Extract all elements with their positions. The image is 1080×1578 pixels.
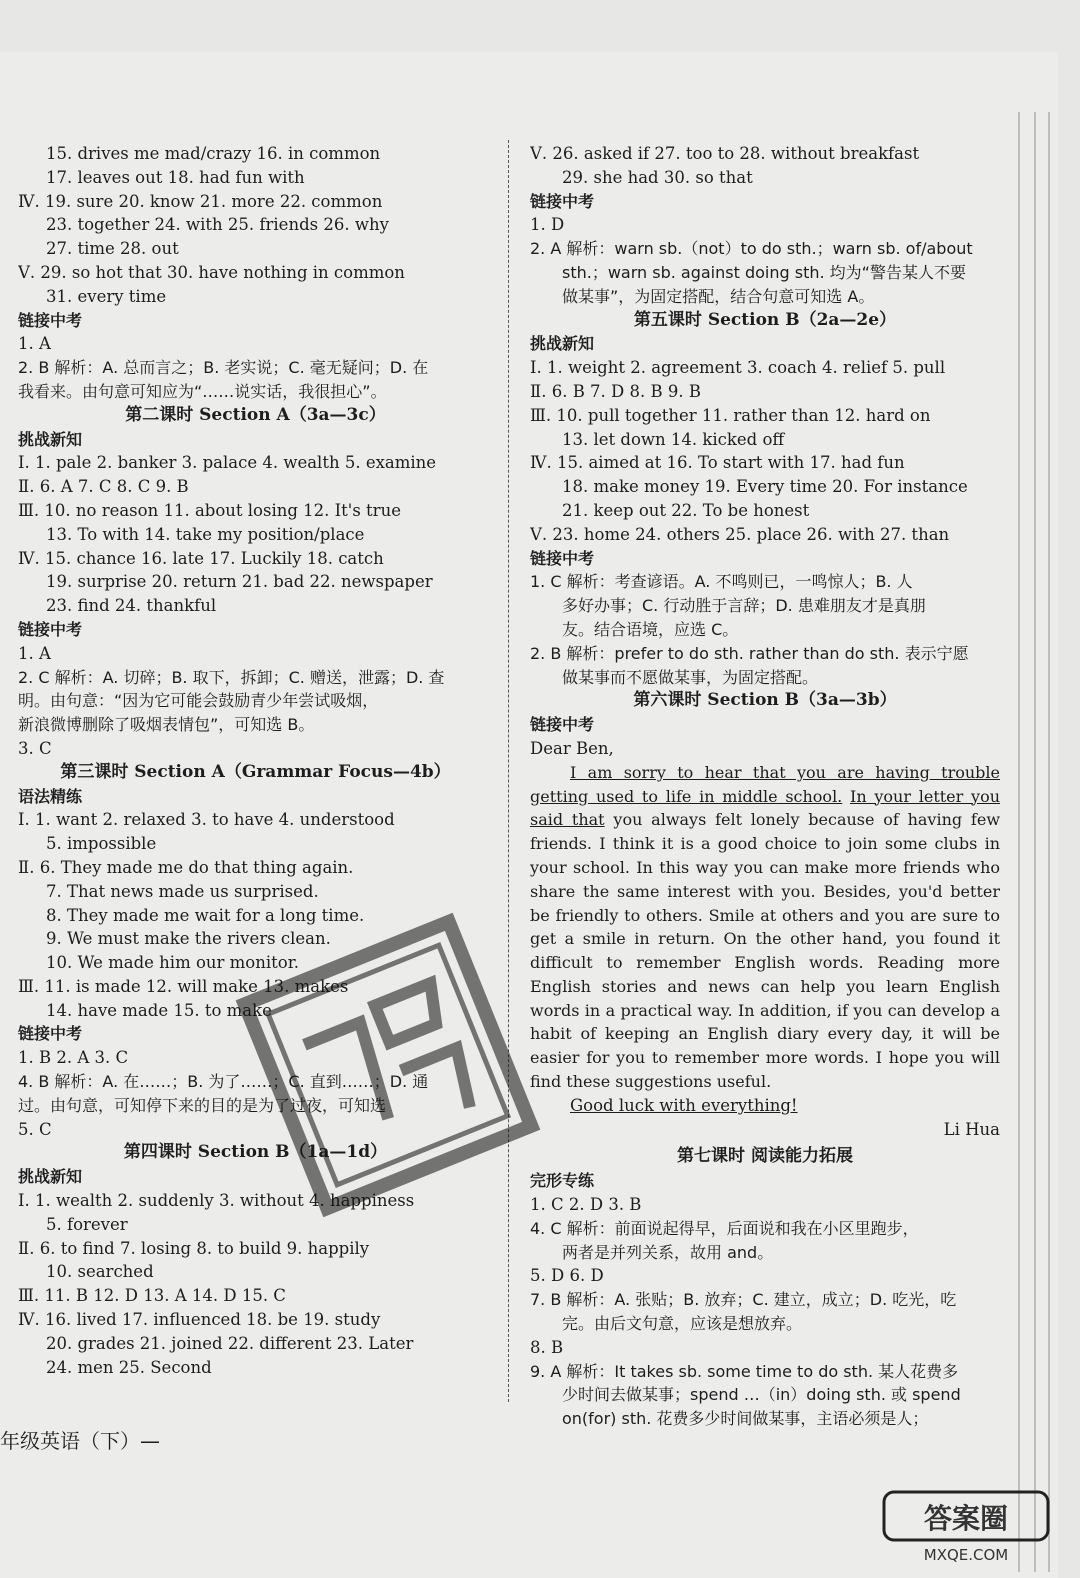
answer-line: 1. A <box>18 643 51 663</box>
answer-line: 23. together 24. with 25. friends 26. why <box>46 215 389 235</box>
svg-text:MXQE.COM: MXQE.COM <box>923 1546 1009 1564</box>
answer-line: 8. They made me wait for a long time. <box>46 905 365 925</box>
answer-line: 23. find 24. thankful <box>46 596 217 616</box>
answer-line: 27. time 28. out <box>46 239 179 259</box>
section-heading: 语法精练 <box>18 786 83 806</box>
answer-line: 17. leaves out 18. had fun with <box>46 167 305 187</box>
letter-underlined-sentence-2: In your letter you said that <box>530 786 1001 830</box>
section-heading: 完形专练 <box>530 1171 595 1191</box>
answer-line: 21. keep out 22. To be honest <box>562 500 810 520</box>
svg-text:答案圈: 答案圈 <box>923 1502 1009 1535</box>
answer-line: 7. That news made us surprised. <box>46 881 319 901</box>
answer-line: 做某事”，为固定搭配，结合句意可知选 A。 <box>562 286 875 306</box>
answer-line: 1. D <box>530 215 565 235</box>
answer-line: 我看来。由句意可知应为“……说实话，我很担心”。 <box>18 381 387 401</box>
section-heading: 挑战新知 <box>18 1167 83 1187</box>
answer-line: 2. A 解析：warn sb.（not）to do sth.；warn sb. of/about <box>530 239 973 259</box>
answer-line: 14. have made 15. to make <box>46 1000 272 1020</box>
answer-line: Ⅲ. 11. B 12. D 13. A 14. D 15. C <box>18 1286 286 1306</box>
answer-line: 1. A <box>18 334 51 354</box>
answer-line: 友。结合语境，应选 C。 <box>562 619 739 639</box>
answer-line: 多好办事；C. 行动胜于言辞；D. 患难朋友才是真朋 <box>562 596 926 616</box>
page-edge <box>1034 112 1036 1572</box>
answer-line: Ⅰ. 1. wealth 2. suddenly 3. without 4. happiness <box>18 1191 415 1211</box>
answer-line: 明。由句意：“因为它可能会鼓励青少年尝试吸烟， <box>18 691 379 711</box>
answer-line: Ⅱ. 6. They made me do that thing again. <box>18 857 354 877</box>
letter-underlined-sentence: I am sorry to hear that you are having trouble getting used to life in middle school. <box>530 762 1000 806</box>
answer-line: Ⅲ. 10. no reason 11. about losing 12. It's true <box>18 500 401 520</box>
answer-line: 29. she had 30. so that <box>562 167 753 187</box>
answer-line: 两者是并列关系，故用 and。 <box>562 1242 774 1262</box>
section-heading: 挑战新知 <box>18 429 83 449</box>
answer-line: 24. men 25. Second <box>46 1357 212 1377</box>
answer-line: Dear Ben, <box>530 738 614 758</box>
answer-line: 15. drives me mad/crazy 16. in common <box>46 144 381 163</box>
letter-text: you always felt lonely because of having few friends. I think it is a good choice to join some clubs in your school. In this way you can make more friends who share the same interest with you. Besides, you'd better be friendly to others. Smile at others and you are sure to get a smile in return. On the other hand, you found it difficult to remember English words. Reading more English stories and news can help you learn English words in a practical way. In addition, if you can develop a habit of keeping an English diary every day, it will be easier for you to remember more words. I hope you will find these suggestions useful. <box>530 810 1001 1092</box>
answer-line: Ⅱ. 6. to find 7. losing 8. to build 9. happily <box>18 1238 370 1258</box>
watermark-logo <box>876 1488 1056 1568</box>
page-footer: 年级英语（下）— <box>0 1429 160 1453</box>
lesson-title: 第七课时 阅读能力拓展 <box>677 1146 853 1167</box>
answer-line: 5. impossible <box>46 834 157 854</box>
answer-line: Ⅱ. 6. B 7. D 8. B 9. B <box>530 381 701 401</box>
page-edge <box>1048 112 1050 1572</box>
letter-signature: Li Hua <box>943 1119 1000 1139</box>
page-edge <box>1018 112 1020 1572</box>
answer-line: Ⅰ. 1. want 2. relaxed 3. to have 4. understood <box>18 810 395 830</box>
answer-line: Ⅳ. 15. chance 16. late 17. Luckily 18. catch <box>18 548 384 568</box>
answer-line: 2. C 解析：A. 切碎；B. 取下，拆卸；C. 赠送，泄露；D. 查 <box>18 667 445 687</box>
answer-line: 19. surprise 20. return 21. bad 22. newspaper <box>46 572 433 592</box>
answer-line: 13. let down 14. kicked off <box>562 429 785 449</box>
section-heading: 链接中考 <box>530 191 595 211</box>
answer-line: 7. B 解析：A. 张贴；B. 放弃；C. 建立，成立；D. 吃光，吃 <box>530 1290 957 1310</box>
letter-closing: Good luck with everything! <box>570 1095 798 1115</box>
answer-line: 10. We made him our monitor. <box>46 953 300 973</box>
section-heading: 挑战新知 <box>530 334 595 354</box>
answer-line: 5. forever <box>46 1214 128 1234</box>
answer-line: 13. To with 14. take my position/place <box>46 524 365 544</box>
answer-line: 2. B 解析：A. 总而言之；B. 老实说；C. 毫无疑问；D. 在 <box>18 358 429 378</box>
answer-line: 10. searched <box>46 1262 154 1282</box>
answer-line: 20. grades 21. joined 22. different 23. Later <box>46 1333 414 1353</box>
answer-line: Ⅴ. 29. so hot that 30. have nothing in common <box>18 262 405 282</box>
answer-line: 4. B 解析：A. 在……；B. 为了……；C. 直到……；D. 通 <box>18 1072 429 1092</box>
answer-line: 2. B 解析：prefer to do sth. rather than do sth. 表示宁愿 <box>530 643 969 663</box>
section-heading: 链接中考 <box>18 310 83 330</box>
column-divider <box>508 140 509 1402</box>
section-heading: 链接中考 <box>530 548 595 568</box>
answer-line: 1. C 2. D 3. B <box>530 1195 642 1215</box>
lesson-title: 第二课时 Section A（3a—3c） <box>125 404 386 425</box>
answer-line: 3. C <box>18 738 52 758</box>
lesson-title: 第六课时 Section B（3a—3b） <box>633 690 897 711</box>
answer-line: 8. B <box>530 1337 564 1357</box>
answer-line: 完。由后文句意，应该是想放弃。 <box>562 1314 803 1334</box>
answer-line: Ⅴ. 23. home 24. others 25. place 26. with 27. than <box>530 524 950 544</box>
left-column <box>18 142 493 1379</box>
answer-line: 9. We must make the rivers clean. <box>46 929 331 949</box>
answer-line: Ⅲ. 10. pull together 11. rather than 12. hard on <box>530 405 931 425</box>
answer-line: 4. C 解析：前面说起得早，后面说和我在小区里跑步， <box>530 1218 919 1238</box>
answer-line: 做某事而不愿做某事，为固定搭配。 <box>562 667 819 687</box>
answer-line: 1. C 解析：考查谚语。A. 不鸣则已，一鸣惊人；B. 人 <box>530 572 913 592</box>
answer-line: Ⅳ. 19. sure 20. know 21. more 22. common <box>18 191 383 211</box>
answer-line: sth.；warn sb. against doing sth. 均为“警告某人不要 <box>562 262 966 282</box>
answer-line: 31. every time <box>46 286 167 306</box>
answer-line: 5. C <box>18 1119 52 1139</box>
section-heading: 链接中考 <box>18 1024 83 1044</box>
answer-line: Ⅳ. 15. aimed at 16. To start with 17. had fun <box>530 453 905 473</box>
answer-line: 过。由句意，可知停下来的目的是为了过夜，可知选 <box>18 1095 387 1115</box>
answer-line: Ⅴ. 26. asked if 27. too to 28. without breakfast <box>530 144 920 163</box>
answer-line: Ⅰ. 1. pale 2. banker 3. palace 4. wealth 5. examine <box>18 453 437 473</box>
answer-line: 5. D 6. D <box>530 1266 604 1286</box>
answer-line: Ⅱ. 6. A 7. C 8. C 9. B <box>18 477 189 497</box>
answer-line: 1. B 2. A 3. C <box>18 1048 129 1068</box>
lesson-title: 第四课时 Section B（1a—1d） <box>123 1142 388 1163</box>
lesson-title: 第五课时 Section B（2a—2e） <box>633 309 897 330</box>
answer-line: Ⅲ. 11. is made 12. will make 13. makes <box>18 976 349 996</box>
answer-line: on(for) sth. 花费多少时间做某事，主语必须是人； <box>562 1409 929 1429</box>
answer-line: Ⅳ. 16. lived 17. influenced 18. be 19. study <box>18 1310 381 1330</box>
answer-line: 18. make money 19. Every time 20. For instance <box>562 477 968 497</box>
answer-line: 9. A 解析：It takes sb. some time to do sth. 某人花费多 <box>530 1361 959 1381</box>
answer-line: 新浪微博删除了吸烟表情包”，可知选 B。 <box>18 715 315 735</box>
letter-body <box>530 761 1000 1094</box>
answer-line: 少时间去做某事；spend …（in）doing sth. 或 spend <box>562 1385 961 1405</box>
answer-line: Ⅰ. 1. weight 2. agreement 3. coach 4. relief 5. pull <box>530 358 946 378</box>
lesson-title: 第三课时 Section A（Grammar Focus—4b） <box>60 761 451 782</box>
section-heading: 链接中考 <box>18 619 83 639</box>
right-column <box>530 142 1000 1431</box>
section-heading: 链接中考 <box>530 715 595 735</box>
